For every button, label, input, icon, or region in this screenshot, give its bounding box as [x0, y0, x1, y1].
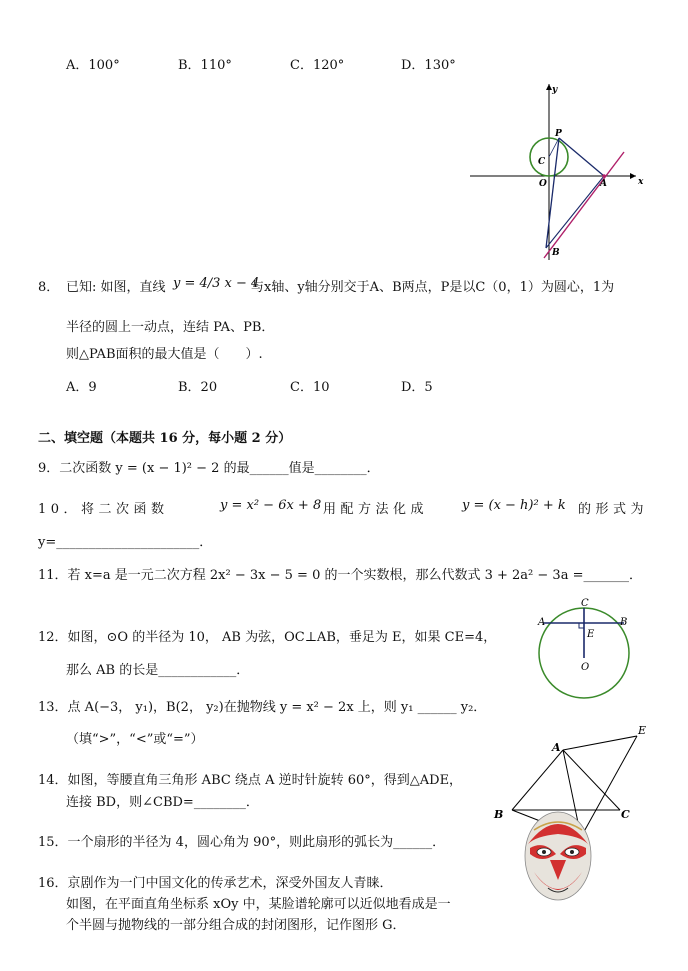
q10-formula-a: y = x² − 6x + 8: [220, 498, 322, 513]
q14-line1: 14．如图，等腰直角三角形 ABC 绕点 A 逆时针旋转 60°，得到△ADE，: [38, 773, 463, 788]
q8-formula: y = 4/3 x − 4: [173, 276, 260, 291]
q13-line2: （填“>”，“<”或“=”）: [66, 732, 204, 747]
q8-line3: 则△PAB面积的最大值是（ ）.: [66, 347, 263, 362]
q10-line1-b: 用配方法化成: [323, 502, 429, 517]
q8-option-c: C．10: [290, 380, 330, 395]
q12-figure: [530, 596, 640, 706]
q14-fig-label-b: B: [494, 808, 504, 821]
q8-line1-rest: 与x轴、y轴分别交于A、B两点，P是以C（0，1）为圆心，1为: [251, 280, 615, 295]
q7-option-a: A．100°: [66, 58, 120, 73]
q8-option-b: B．20: [178, 380, 218, 395]
q12-fig-label-e: E: [587, 629, 595, 640]
q8-figure: [468, 80, 648, 265]
q12-fig-label-b: B: [620, 617, 628, 628]
q15-text: 15．一个扇形的半径为 4，圆心角为 90°，则此扇形的弧长为______．: [38, 835, 446, 850]
q14-fig-label-c: C: [621, 808, 630, 821]
q8-fig-label-o: O: [539, 179, 547, 189]
q16-line1: 16．京剧作为一门中国文化的传承艺术，深受外国友人青睐．: [38, 876, 393, 891]
q13-line1: 13．点 A(−3， y₁)，B(2， y₂)在抛物线 y = x² − 2x 上，则 y₁ ______ y₂．: [38, 700, 487, 715]
q9-text: 9．二次函数 y = (x − 1)² − 2 的最______值是________．: [38, 461, 380, 476]
q8-fig-label-y: y: [552, 85, 558, 95]
q10-line2: y=______________________．: [38, 535, 213, 550]
q12-line1: 12．如图，⊙O 的半径为 10， AB 为弦，OC⊥AB，垂足为 E，如果 CE=4，: [38, 630, 497, 645]
q10-line1-c: 的形式为: [578, 502, 649, 517]
q12-fig-label-c: C: [581, 598, 589, 609]
q12-fig-label-o: O: [581, 662, 590, 673]
q7-option-d: D．130°: [401, 58, 456, 73]
q8-option-a: A．9: [66, 380, 97, 395]
q8-fig-label-c: C: [538, 157, 546, 167]
q10-line1-a: 10．将二次函数: [38, 502, 169, 517]
q8-prefix: 已知: 如图，直线: [66, 280, 166, 295]
q14-line2: 连接 BD，则∠CBD=________．: [66, 795, 259, 810]
q7-option-b: B．110°: [178, 58, 232, 73]
q8-option-d: D．5: [401, 380, 433, 395]
q10-formula-b: y = (x − h)² + k: [462, 498, 566, 513]
q8-line2: 半径的圆上一动点，连结 PA、PB．: [66, 320, 275, 335]
q8-fig-label-p: P: [555, 129, 562, 139]
q14-fig-label-a: A: [552, 741, 561, 754]
q8-fig-label-a: A: [600, 179, 607, 189]
q11-text: 11．若 x=a 是一元二次方程 2x² − 3x − 5 = 0 的一个实数根，那么代数式 3 + 2a² − 3a =_______．: [38, 568, 642, 583]
q8-fig-label-b: B: [552, 248, 560, 258]
opera-mask-image: [520, 810, 596, 910]
q7-option-c: C．120°: [290, 58, 345, 73]
q12-fig-label-a: A: [538, 617, 546, 628]
section-2-title: 二、填空题（本题共 16 分，每小题 2 分）: [38, 431, 292, 446]
q12-line2: 那么 AB 的长是____________．: [66, 663, 250, 678]
q8-number: 8．: [38, 280, 60, 295]
q16-line2: 如图，在平面直角坐标系 xOy 中，某脸谱轮廓可以近似地看成是一: [66, 897, 451, 912]
q16-line3: 个半圆与抛物线的一部分组合成的封闭图形，记作图形 G．: [66, 918, 406, 933]
q14-fig-label-e: E: [638, 724, 647, 737]
q8-fig-label-x: x: [638, 177, 644, 187]
